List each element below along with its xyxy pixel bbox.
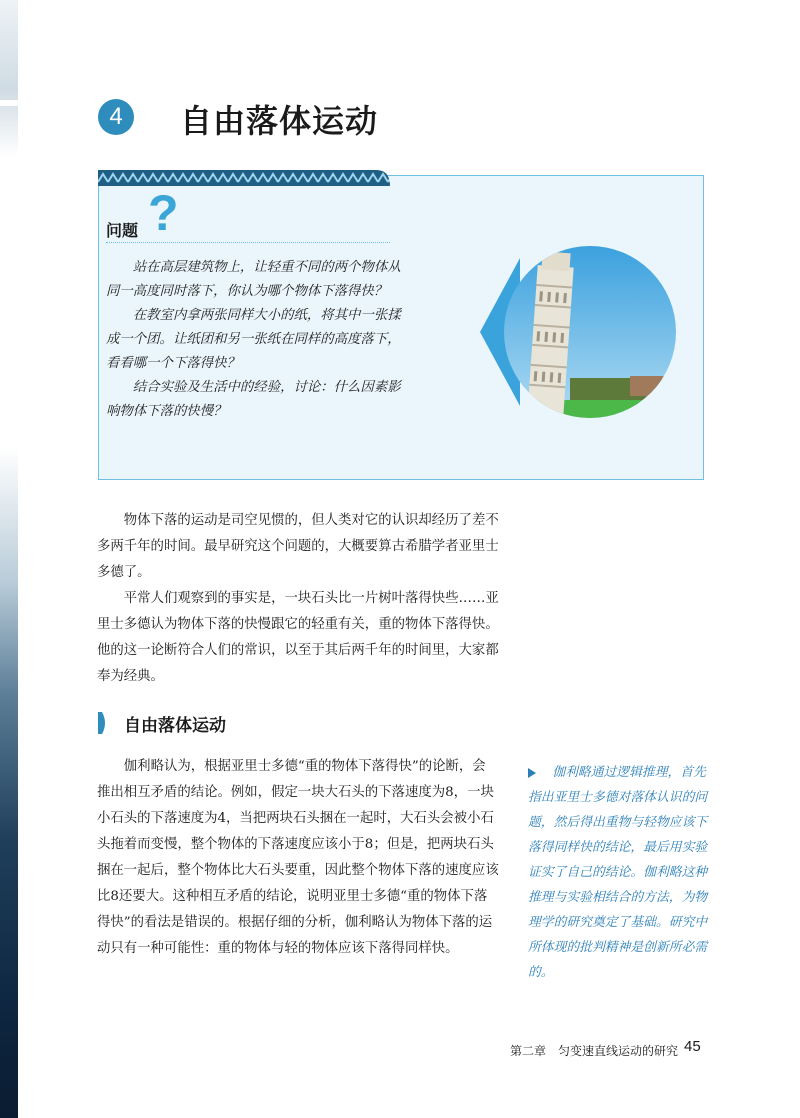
section-text — [97, 754, 499, 962]
left-decorative-strip — [0, 0, 18, 1118]
problem-paragraph: 结合实验及生活中的经验，讨论：什么因素影响物体下落的快慢？ — [106, 380, 401, 419]
footer-chapter-ref: 第二章 匀变速直线运动的研究 — [510, 1044, 679, 1058]
section-title: 自由落体运动 — [124, 716, 226, 736]
chapter-title: 自由落体运动 — [180, 102, 379, 140]
problem-paragraph: 在教室内拿两张同样大小的纸，将其中一张揉成一个团。让纸团和另一张纸在同样的高度落下，看看哪一个下落得快？ — [106, 308, 401, 371]
chapter-number-badge: 4 — [98, 99, 134, 135]
intro-paragraph: 物体下落的运动是司空见惯的，但人类对它的认识却经历了差不多两千年的时间。最早研究这个问题的，大概要算古希腊学者亚里士多德了。 — [97, 513, 499, 580]
page-number: 45 — [684, 1038, 701, 1055]
section-marker-icon — [98, 712, 108, 734]
side-note — [528, 760, 708, 985]
left-strip-gap — [0, 100, 18, 106]
intro-paragraph: 平常人们观察到的事实是，一块石头比一片树叶落得快些……亚里士多德认为物体下落的快慢跟它的轻重有关，重的物体下落得快。他的这一论断符合人们的常识，以至于其后两千年的时间里，大家都奉为经典。 — [97, 591, 499, 684]
triangle-bullet-icon — [528, 768, 536, 778]
question-mark-icon: ? — [148, 185, 179, 241]
problem-divider — [106, 242, 390, 243]
problem-paragraph: 站在高层建筑物上，让轻重不同的两个物体从同一高度同时落下，你认为哪个物体下落得快？ — [106, 260, 401, 299]
side-note-text: 伽利略通过逻辑推理，首先指出亚里士多德对落体认识的问题，然后得出重物与轻物应该下落得同样快的结论，最后用实验证实了自己的结论。伽利略这种推理与实验相结合的方法，为物理学的研究奠定了基础。研究中所体现的批判精神是创新所必需的。 — [528, 765, 708, 980]
intro-text — [97, 508, 499, 690]
leaning-tower-of-pisa-photo — [480, 228, 680, 442]
zigzag-banner-decoration — [98, 170, 390, 186]
section-paragraph: 伽利略认为，根据亚里士多德“重的物体下落得快”的论断，会推出相互矛盾的结论。例如，假定一块大石头的下落速度为8，一块小石头的下落速度为4，当把两块石头捆在一起时，大石头会被小石头拖着而变慢，整个物体的下落速度应该小于8；但是，把两块石头捆在一起后，整个物体比大石头要重，因此整个物体下落的速度应该比8还要大。这种相互矛盾的结论，说明亚里士多德“重的物体下落得快”的看法是错误的。根据仔细的分析，伽利略认为物体下落的运动只有一种可能性：重的物体与轻的物体应该下落得同样快。 — [97, 759, 499, 956]
problem-text — [106, 256, 406, 424]
problem-label: 问题 — [106, 221, 139, 240]
